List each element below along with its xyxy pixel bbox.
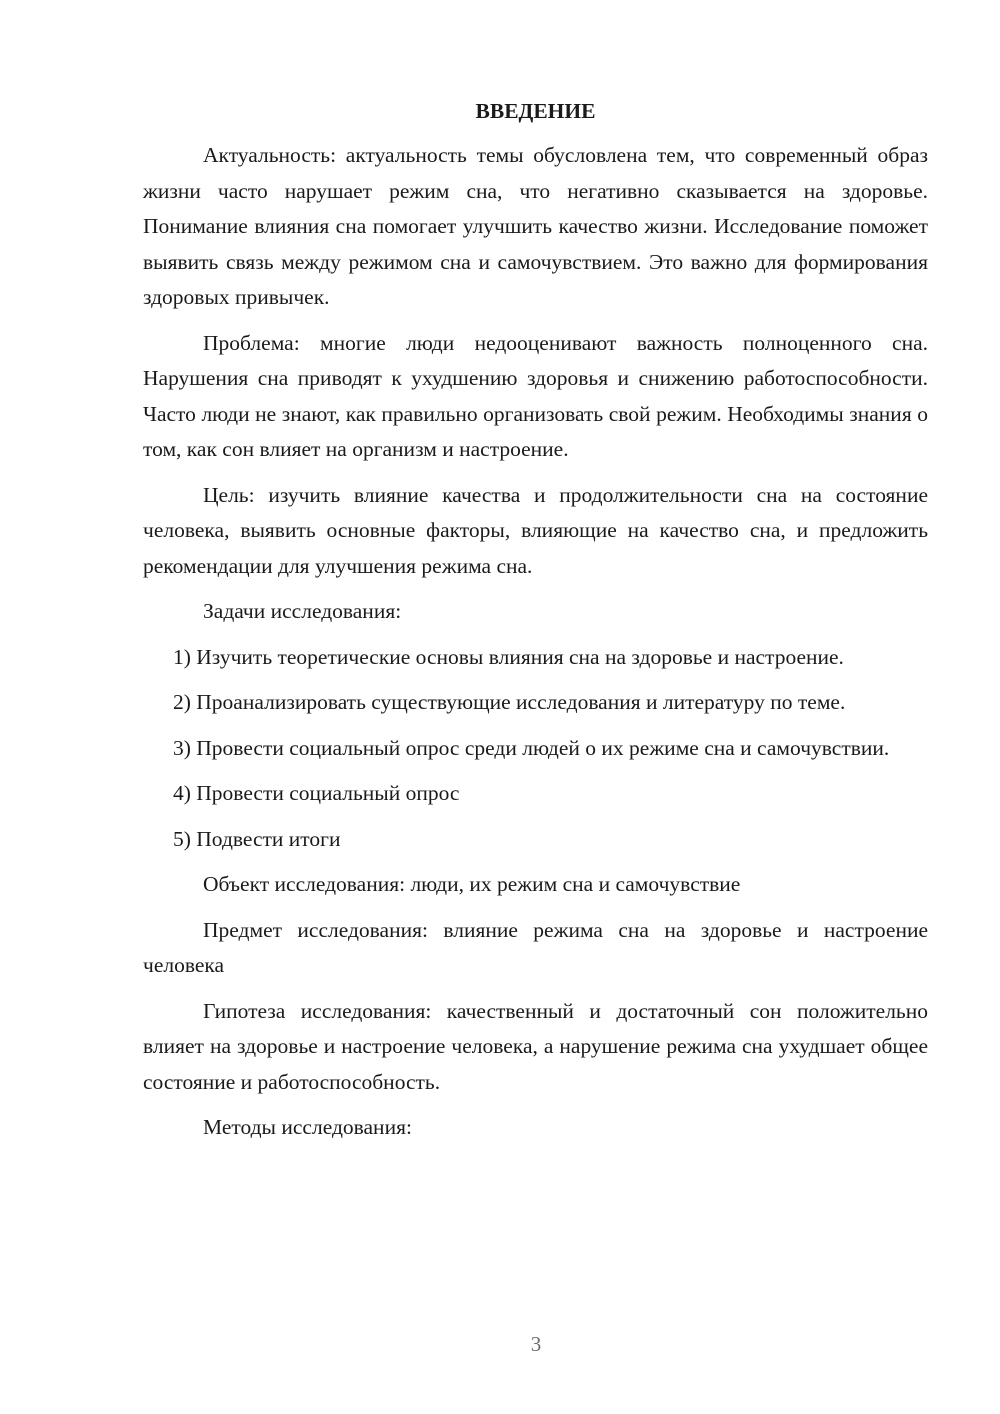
document-body: [143, 94, 928, 1156]
task-item-3: 3) Провести социальный опрос среди людей о их режиме сна и самочувствии.: [173, 735, 890, 760]
methods-heading: Методы исследования:: [203, 1115, 412, 1139]
page-number: 3: [530, 1332, 542, 1356]
section-heading: ВВЕДЕНИЕ: [475, 99, 596, 123]
subject-paragraph: Предмет исследования: влияние режима сна на здоровье и настроение человека: [143, 917, 928, 977]
task-item-5: 5) Подвести итоги: [173, 826, 341, 851]
task-item-1: 1) Изучить теоретические основы влияния сна на здоровье и настроение.: [173, 644, 844, 669]
task-item-4: 4) Провести социальный опрос: [173, 781, 460, 805]
goal-paragraph: Цель: изучить влияние качества и продолжительности сна на состояние человека, выявить основные факторы, влияющие на качество сна, и предложить рекомендации для улучшения режима сна.: [143, 482, 928, 578]
task-item-2: 2) Проанализировать существующие исследования и литературу по теме.: [173, 690, 846, 714]
relevance-paragraph: Актуальность: актуальность темы обусловлена тем, что современный образ жизни часто нарушает режим сна, что негативно сказывается на здоровье. Понимание влияния сна помогает улучшить качество жизни. Исследование поможет выявить связь между режимом сна и самочувствием. Это важно для формирования здоровых привычек.: [143, 143, 928, 309]
problem-paragraph: Проблема: многие люди недооценивают важность полноценного сна. Нарушения сна приводят к ухудшению здоровья и снижению работоспособности. Часто люди не знают, как правильно организовать свой режим. Необходимы знания о том, как сон влияет на организм и настроение.: [143, 330, 928, 461]
hypothesis-paragraph: Гипотеза исследования: качественный и достаточный сон положительно влияет на здоровье и настроение человека, а нарушение режима сна ухудшает общее состояние и работоспособность.: [143, 998, 928, 1094]
tasks-heading: Задачи исследования:: [203, 599, 402, 623]
object-paragraph: Объект исследования: люди, их режим сна и самочувствие: [203, 872, 741, 896]
